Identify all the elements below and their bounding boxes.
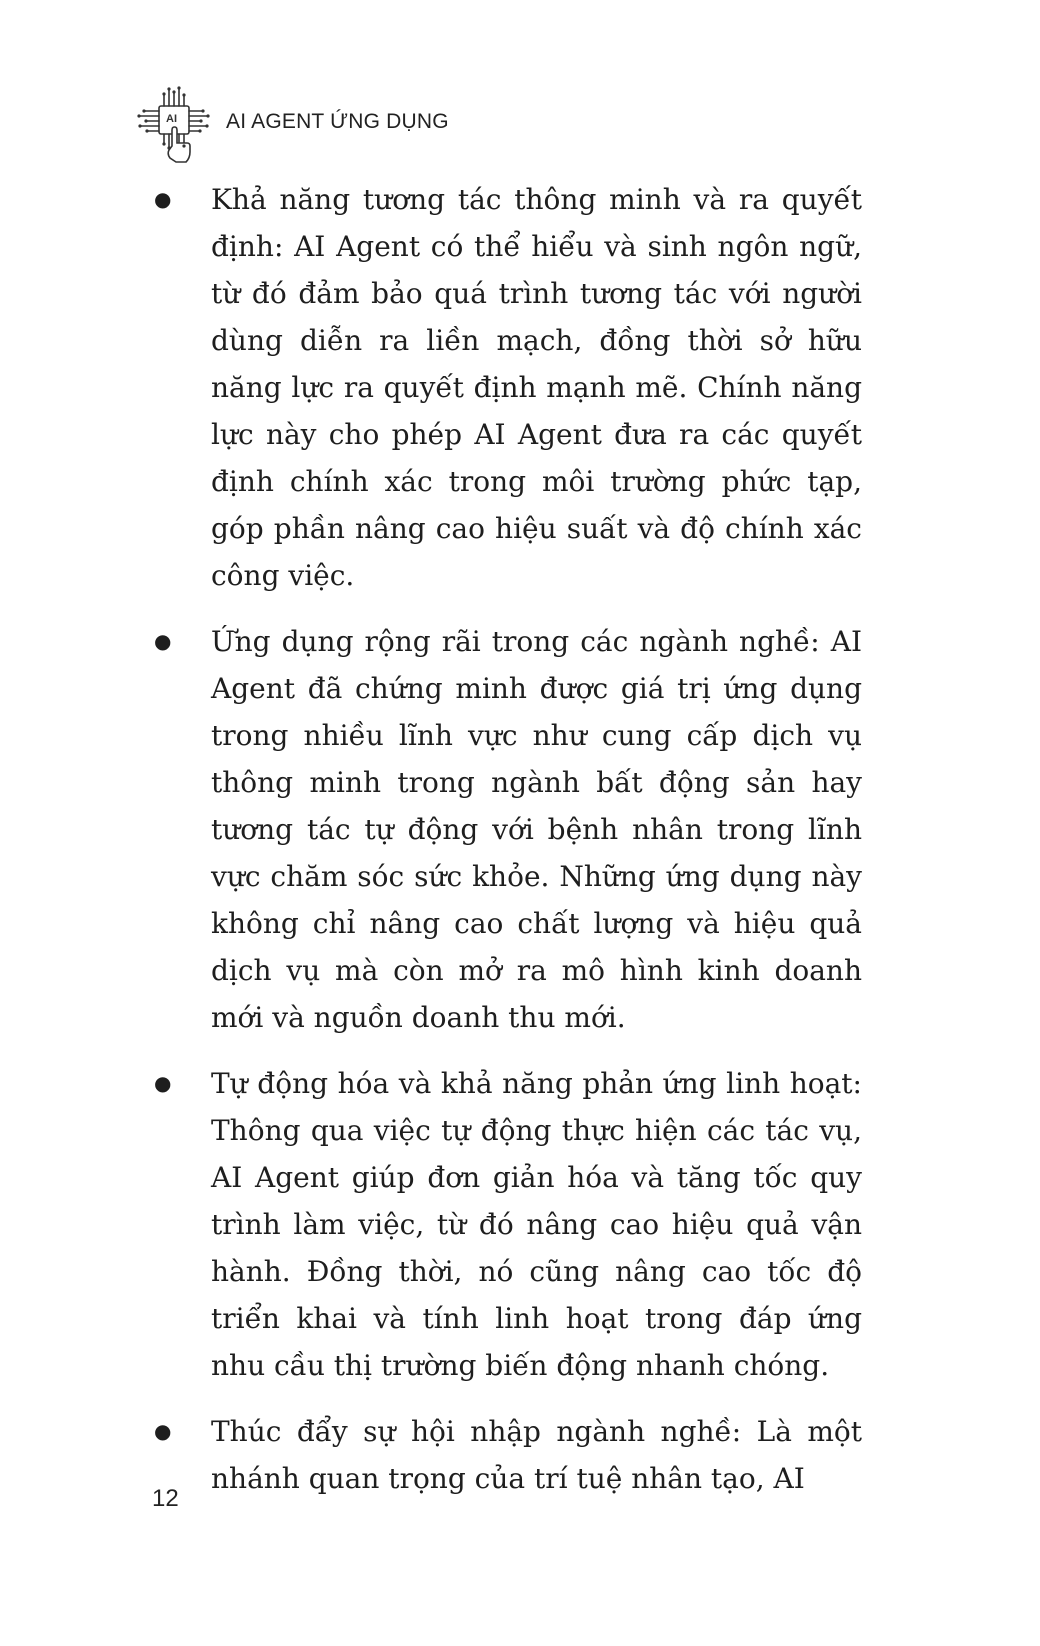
bullet-icon: ● — [154, 629, 172, 653]
list-item — [150, 1060, 862, 1389]
list-item — [150, 176, 862, 599]
list-item-text: Ứng dụng rộng rãi trong các ngành nghề: AI Agent đã chứng minh được giá trị ứng dụng trong nhiều lĩnh vực như cung cấp dịch vụ thông minh trong ngành bất động sản hay tương tác tự động với bệnh nhân trong lĩnh vực chăm sóc sức khỏe. Những ứng dụng này không chỉ nâng cao chất lượng và hiệu quả dịch vụ mà còn mở ra mô hình kinh doanh mới và nguồn doanh thu mới. — [211, 625, 862, 1034]
list-item — [150, 1408, 862, 1502]
list-item-text: Thúc đẩy sự hội nhập ngành nghề: Là một nhánh quan trọng của trí tuệ nhân tạo, AI — [211, 1415, 862, 1495]
list-item-text: Tự động hóa và khả năng phản ứng linh hoạt: Thông qua việc tự động thực hiện các tác vụ, AI Agent giúp đơn giản hóa và tăng tốc quy trình làm việc, từ đó nâng cao hiệu quả vận hành. Đồng thời, nó cũng nâng cao tốc độ triển khai và tính linh hoạt trong đáp ứng nhu cầu thị trường biến động nhanh chóng. — [211, 1067, 862, 1382]
bullet-icon: ● — [154, 1419, 172, 1443]
bullet-list — [150, 176, 862, 1521]
bullet-icon: ● — [154, 1071, 172, 1095]
logo-text: AI — [166, 113, 177, 125]
bullet-icon: ● — [154, 187, 172, 211]
page-number: 12 — [152, 1485, 179, 1512]
running-header-title: AI AGENT ỨNG DỤNG — [226, 109, 449, 133]
list-item-text: Khả năng tương tác thông minh và ra quyết định: AI Agent có thể hiểu và sinh ngôn ngữ, từ đó đảm bảo quá trình tương tác với người dùng diễn ra liền mạch, đồng thời sở hữu năng lực ra quyết định mạnh mẽ. Chính năng lực này cho phép AI Agent đưa ra các quyết định chính xác trong môi trường phức tạp, góp phần nâng cao hiệu suất và độ chính xác công việc. — [211, 183, 862, 592]
list-item — [150, 618, 862, 1041]
running-header — [136, 84, 449, 164]
ai-chip-hand-icon — [136, 84, 212, 164]
